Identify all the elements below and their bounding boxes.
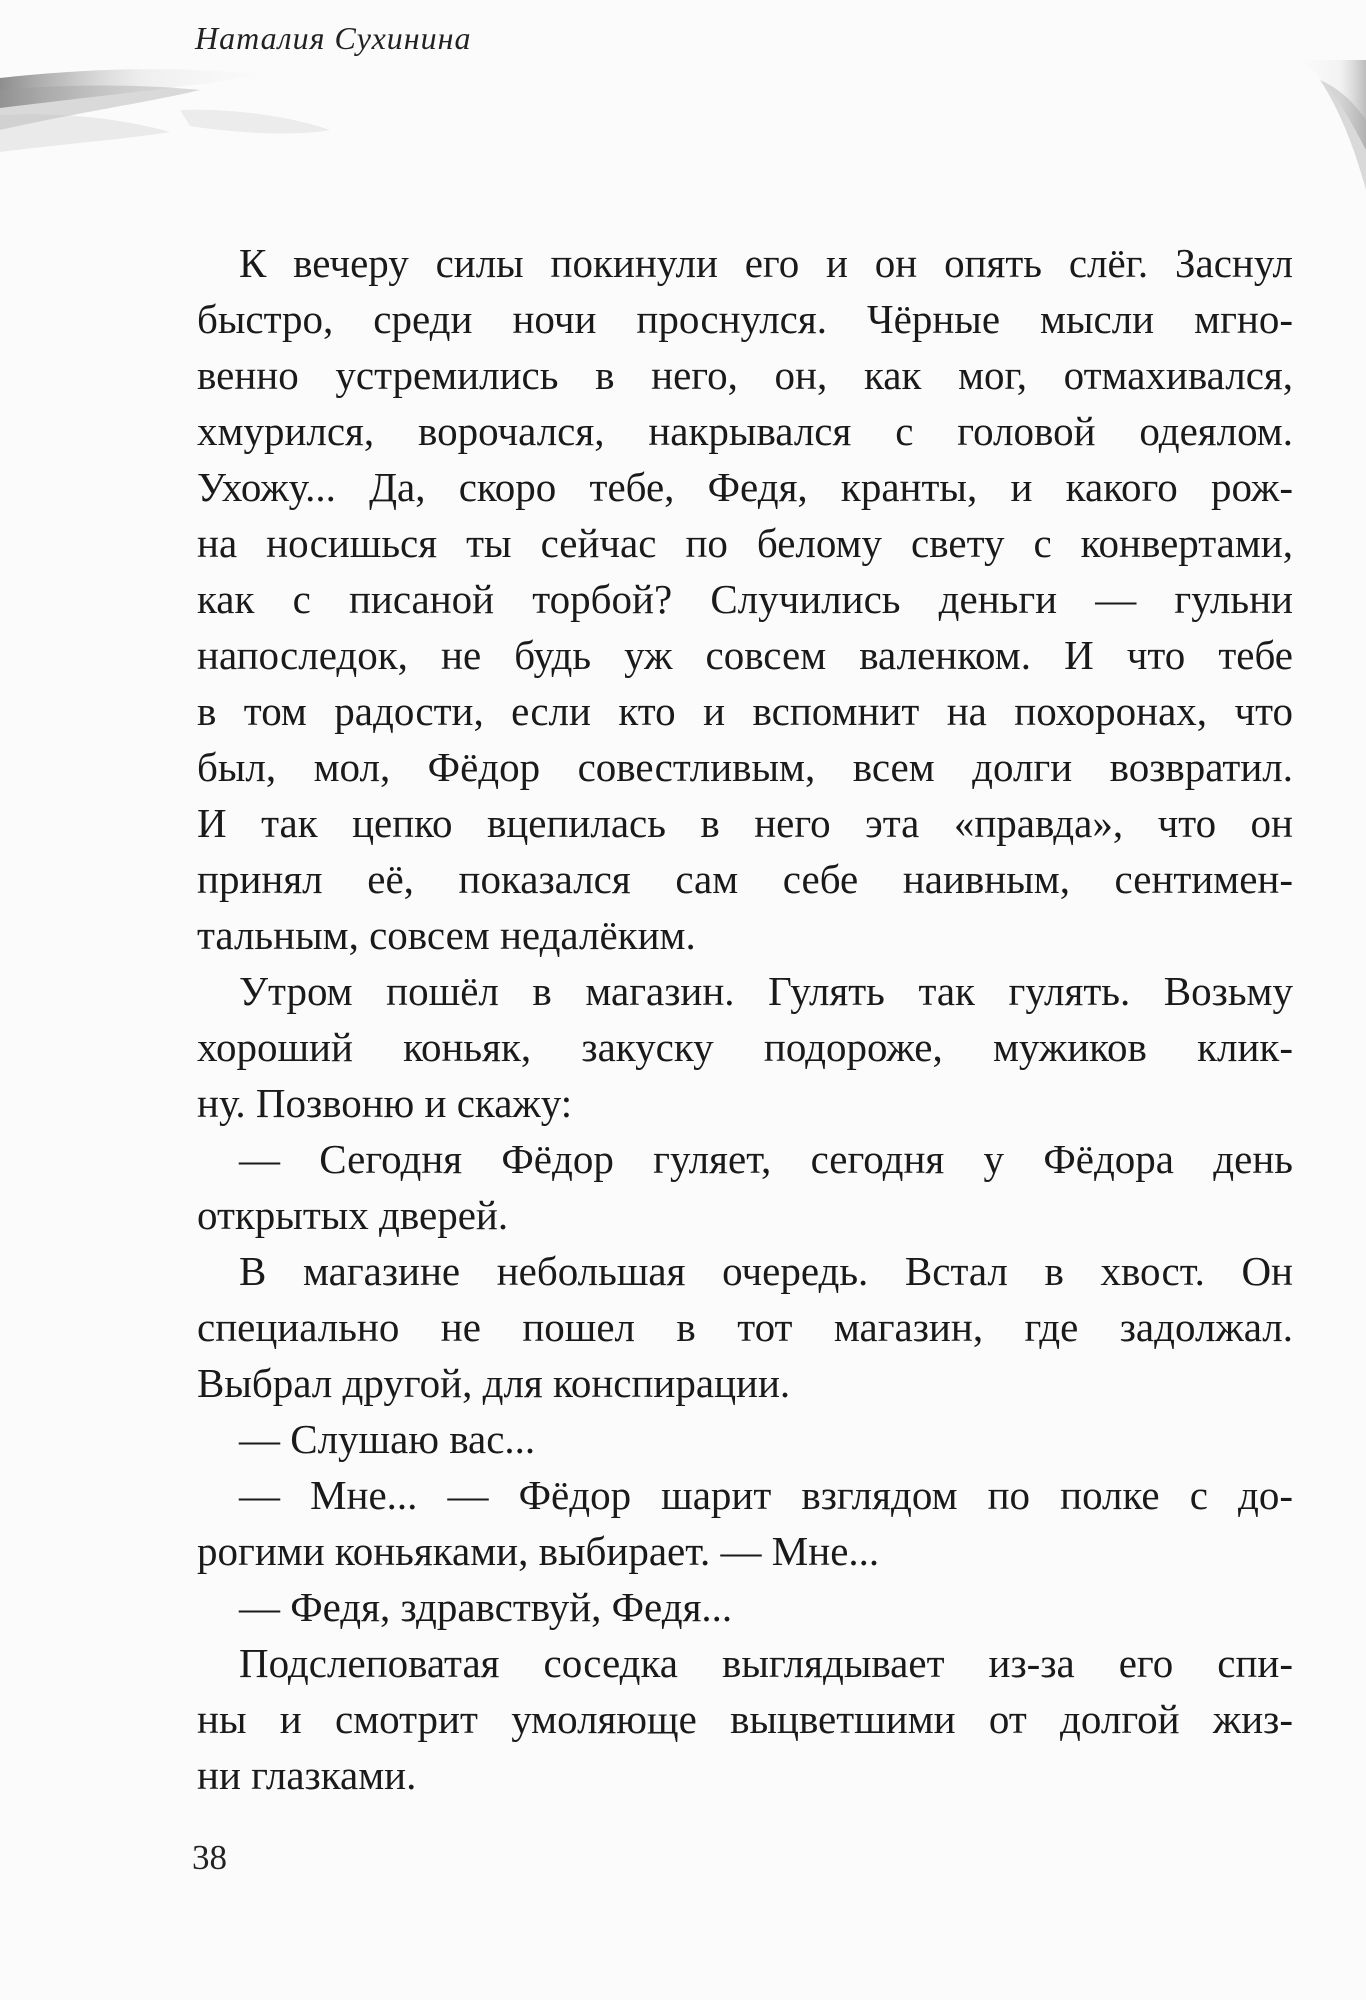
text-line: Утром пошёл в магазин. Гулять так гулять. Возьму — [239, 968, 1293, 1014]
text-line: ни глазками. — [197, 1752, 417, 1798]
text-line: венно устремились в него, он, как мог, отмахивался, — [197, 352, 1293, 398]
text-line: И так цепко вцепилась в него эта «правда», что он — [197, 800, 1293, 846]
text-line: как с писаной торбой? Случились деньги — гульни — [197, 576, 1293, 622]
page-number: 38 — [192, 1838, 227, 1877]
text-line: на носишься ты сейчас по белому свету с конвертами, — [197, 520, 1293, 566]
text-line: — Слушаю вас... — [239, 1416, 536, 1462]
running-head-author: Наталия Сухинина — [195, 20, 472, 56]
text-line: принял её, показался сам себе наивным, сентимен- — [197, 856, 1293, 902]
text-line: Ухожу... Да, скоро тебе, Федя, кранты, и какого рож- — [197, 464, 1293, 510]
text-line: тальным, совсем недалёким. — [197, 912, 696, 958]
text-line: — Мне... — Фёдор шарит взглядом по полке с до- — [239, 1472, 1293, 1518]
text-line: рогими коньяками, выбирает. — Мне... — [197, 1528, 880, 1574]
text-line: открытых дверей. — [197, 1192, 509, 1238]
text-line: был, мол, Фёдор совестливым, всем долги возвратил. — [197, 744, 1293, 790]
text-line: К вечеру силы покинули его и он опять слёг. Заснул — [239, 240, 1293, 286]
text-line: — Федя, здравствуй, Федя... — [239, 1584, 733, 1630]
text-line: В магазине небольшая очередь. Встал в хвост. Он — [239, 1248, 1293, 1294]
text-line: хмурился, ворочался, накрывался с головой одеялом. — [197, 408, 1293, 454]
text-line: Выбрал другой, для конспирации. — [197, 1360, 791, 1406]
text-line: Подслеповатая соседка выглядывает из-за его спи- — [239, 1640, 1293, 1686]
text-line: ны и смотрит умоляюще выцветшими от долгой жиз- — [197, 1696, 1293, 1742]
body-text — [197, 235, 1293, 1803]
text-line: — Сегодня Фёдор гуляет, сегодня у Фёдора день — [239, 1136, 1293, 1182]
text-line: быстро, среди ночи проснулся. Чёрные мысли мгно- — [197, 296, 1293, 342]
decorative-brush-stroke — [0, 60, 1366, 210]
text-line: напоследок, не будь уж совсем валенком. И что тебе — [197, 632, 1293, 678]
text-line: хороший коньяк, закуску подороже, мужиков клик- — [197, 1024, 1293, 1070]
text-line: специально не пошел в тот магазин, где задолжал. — [197, 1304, 1293, 1350]
text-line: ну. Позвоню и скажу: — [197, 1080, 573, 1126]
text-line: в том радости, если кто и вспомнит на похоронах, что — [197, 688, 1293, 734]
